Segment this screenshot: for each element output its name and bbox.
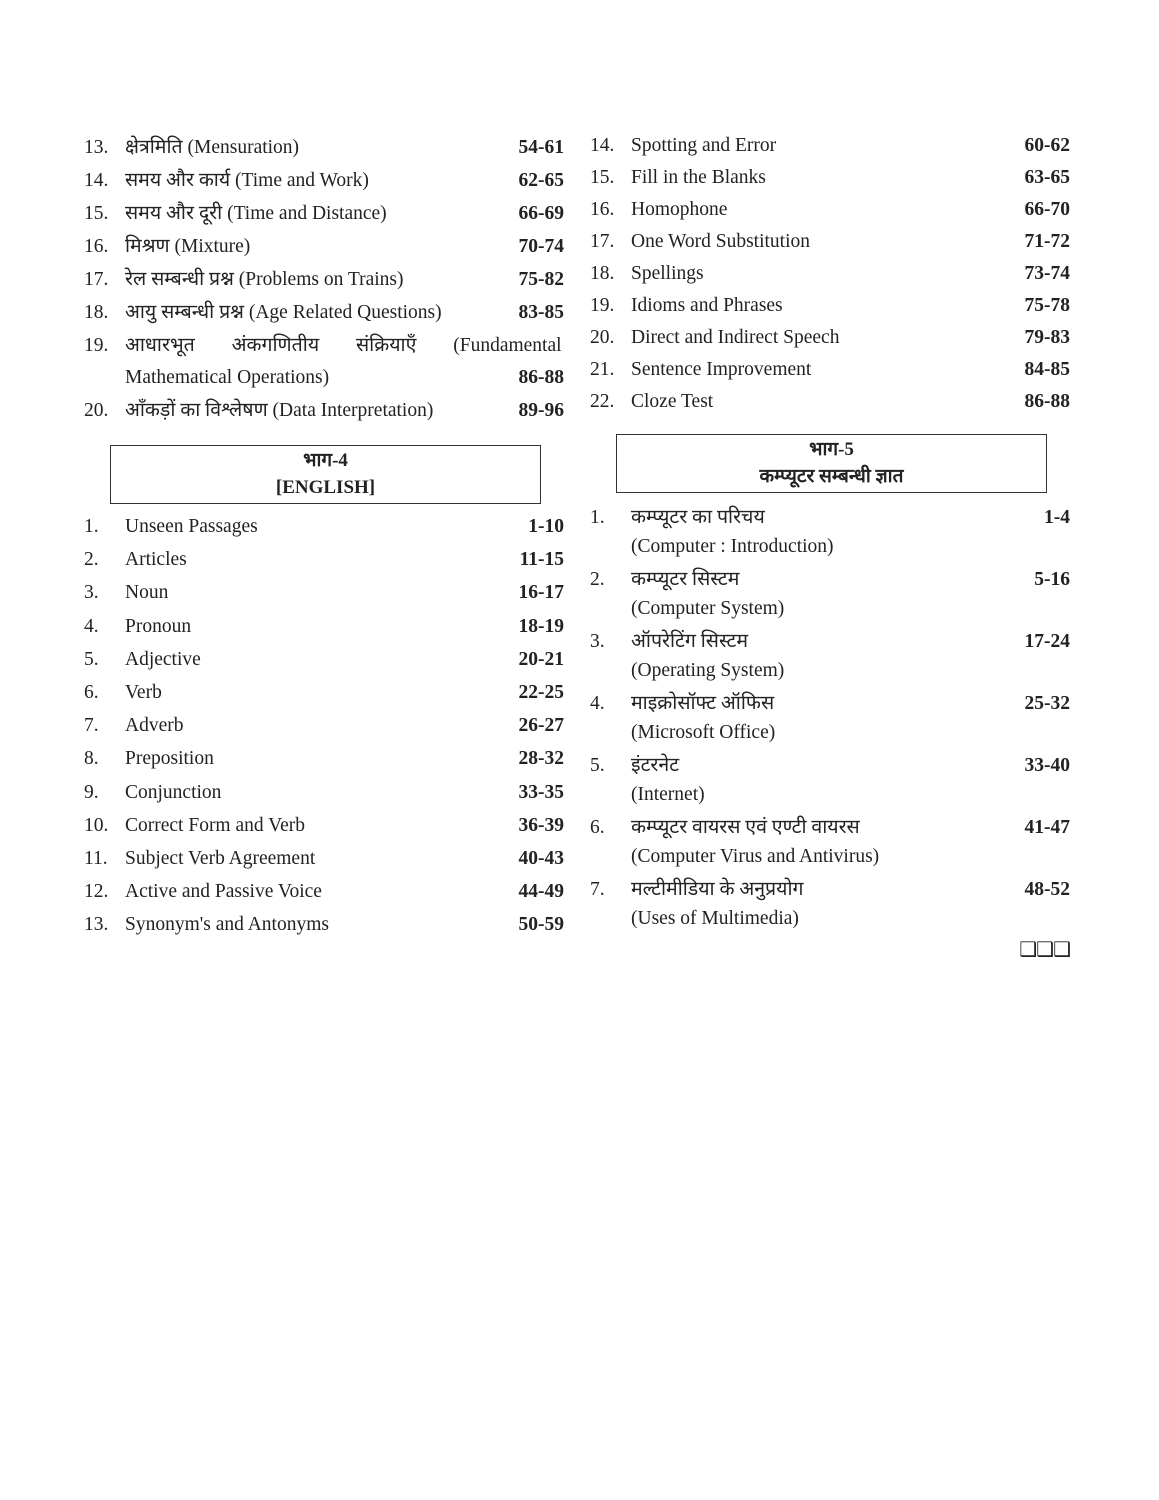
entry-number: 21. — [590, 359, 615, 380]
entry-pages: 22-25 — [518, 682, 564, 704]
toc-entry — [84, 543, 564, 576]
entry-number: 2. — [590, 569, 605, 590]
computer-contents-list — [590, 503, 1070, 933]
toc-entry — [84, 610, 564, 643]
entry-pages: 5-16 — [1034, 569, 1070, 590]
entry-number: 10. — [84, 814, 109, 836]
entry-pages: 40-43 — [518, 848, 564, 870]
entry-pages: 86-88 — [1024, 391, 1070, 412]
entry-title-row-2 — [125, 362, 564, 394]
toc-entry — [84, 296, 564, 329]
toc-entry-data-interpretation — [84, 394, 564, 427]
entry-title-english: (Computer System) — [631, 598, 785, 619]
entry-number: 16. — [590, 199, 615, 220]
entry-title-hindi: माइक्रोसॉफ्ट ऑफिस — [631, 693, 775, 714]
entry-title — [631, 751, 1010, 809]
entry-number: 6. — [590, 817, 605, 838]
part-4-label: भाग-4 — [303, 450, 348, 471]
entry-number: 19. — [84, 335, 109, 356]
entry-number: 5. — [84, 648, 99, 670]
entry-title: Adjective — [125, 648, 201, 670]
entry-title: Subject Verb Agreement — [125, 848, 316, 870]
entry-title-line-2: Mathematical Operations) — [125, 367, 330, 388]
entry-title: क्षेत्रमिति (Mensuration) — [125, 137, 300, 158]
entry-title-hindi: इंटरनेट — [631, 755, 680, 776]
entry-pages: 18-19 — [518, 615, 564, 637]
entry-number: 22. — [590, 391, 615, 412]
entry-number: 16. — [84, 236, 109, 257]
toc-entry — [84, 197, 564, 230]
toc-entry — [590, 258, 1070, 290]
entry-pages: 86-88 — [518, 367, 564, 388]
entry-title-english: (Internet) — [631, 784, 705, 805]
entry-number: 12. — [84, 881, 109, 903]
entry-title-line-1: आधारभूत अंकगणितीय संक्रियाएँ (Fundamental — [125, 335, 562, 356]
toc-entry — [84, 809, 564, 842]
entry-pages: 75-78 — [1024, 295, 1070, 316]
entry-title: Homophone — [631, 199, 728, 220]
entry-pages: 60-62 — [1024, 135, 1070, 156]
entry-number: 5. — [590, 755, 605, 776]
entry-title: आयु सम्बन्धी प्रश्न (Age Related Questions) — [125, 302, 442, 323]
entry-title: Sentence Improvement — [631, 359, 812, 380]
entry-pages: 28-32 — [518, 748, 564, 770]
toc-entry — [84, 676, 564, 709]
toc-entry-two-line — [590, 627, 1070, 685]
entry-number: 14. — [590, 135, 615, 156]
entry-title: Idioms and Phrases — [631, 295, 783, 316]
entry-pages: 83-85 — [518, 302, 564, 323]
entry-pages: 41-47 — [1024, 817, 1070, 838]
part-5-label: भाग-5 — [809, 439, 854, 460]
entry-pages: 75-82 — [518, 269, 564, 290]
entry-pages: 54-61 — [518, 137, 564, 158]
entry-title-english: (Operating System) — [631, 660, 785, 681]
english-contents-list — [84, 510, 564, 942]
entry-number: 20. — [84, 400, 109, 421]
entry-title: Direct and Indirect Speech — [631, 327, 840, 348]
entry-pages: 73-74 — [1024, 263, 1070, 284]
toc-entry-two-line — [590, 813, 1070, 871]
entry-pages: 25-32 — [1024, 693, 1070, 714]
entry-number: 17. — [84, 269, 109, 290]
part-5-subject: कम्प्यूटर सम्बन्धी ज्ञात — [759, 466, 904, 487]
entry-title: Spotting and Error — [631, 135, 777, 156]
entry-title-hindi: कम्प्यूटर सिस्टम — [631, 569, 740, 590]
toc-entry-two-line — [590, 875, 1070, 933]
toc-entry-fundamental-operations — [84, 329, 564, 394]
toc-entry — [84, 776, 564, 809]
entry-title: रेल सम्बन्धी प्रश्न (Problems on Trains) — [125, 269, 404, 290]
entry-pages: 11-15 — [519, 549, 564, 571]
toc-entry-two-line — [590, 751, 1070, 809]
entry-number: 9. — [84, 781, 99, 803]
maths-contents-list — [84, 131, 564, 329]
entry-pages: 70-74 — [518, 236, 564, 257]
entry-pages: 84-85 — [1024, 359, 1070, 380]
entry-number: 4. — [590, 693, 605, 714]
entry-title: Verb — [125, 682, 162, 704]
entry-pages: 89-96 — [518, 400, 564, 421]
entry-pages: 79-83 — [1024, 327, 1070, 348]
entry-pages: 71-72 — [1024, 231, 1070, 252]
entry-number: 20. — [590, 327, 615, 348]
entry-title: मिश्रण (Mixture) — [125, 236, 251, 257]
entry-pages: 16-17 — [518, 582, 564, 604]
entry-title: Cloze Test — [631, 391, 714, 412]
toc-entry — [84, 709, 564, 742]
right-column — [590, 131, 1070, 962]
entry-title-english: (Computer : Introduction) — [631, 536, 834, 557]
entry-number: 15. — [590, 167, 615, 188]
entry-number: 18. — [590, 263, 615, 284]
entry-title: Spellings — [631, 263, 704, 284]
toc-entry — [84, 643, 564, 676]
entry-pages: 50-59 — [518, 914, 564, 936]
toc-entry — [84, 875, 564, 908]
entry-number: 8. — [84, 748, 99, 770]
entry-pages: 33-35 — [518, 781, 564, 803]
entry-title: Fill in the Blanks — [631, 167, 766, 188]
entry-title: Active and Passive Voice — [125, 881, 322, 903]
entry-title — [631, 689, 1010, 747]
toc-entry — [84, 230, 564, 263]
entry-number: 7. — [84, 715, 99, 737]
entry-number: 3. — [590, 631, 605, 652]
entry-number: 15. — [84, 203, 109, 224]
entry-number: 18. — [84, 302, 109, 323]
entry-pages: 1-4 — [1044, 507, 1070, 528]
toc-entry — [84, 131, 564, 164]
entry-title: Correct Form and Verb — [125, 814, 305, 836]
toc-entry — [84, 842, 564, 875]
toc-entry — [84, 908, 564, 941]
entry-number: 19. — [590, 295, 615, 316]
entry-title: समय और दूरी (Time and Distance) — [125, 203, 387, 224]
part-4-subject: [ENGLISH] — [275, 477, 376, 498]
entry-number: 2. — [84, 549, 99, 571]
entry-title: Conjunction — [125, 781, 222, 803]
toc-entry — [590, 386, 1070, 418]
toc-entry — [590, 194, 1070, 226]
entry-title: Synonym's and Antonyms — [125, 914, 329, 936]
entry-number: 1. — [590, 507, 605, 528]
entry-number: 13. — [84, 914, 109, 936]
english-contents-list-continued — [590, 130, 1070, 418]
toc-entry — [84, 164, 564, 197]
entry-title: Adverb — [125, 715, 184, 737]
entry-pages: 44-49 — [518, 881, 564, 903]
entry-pages: 33-40 — [1024, 755, 1070, 776]
part-5-heading-box — [616, 434, 1047, 493]
entry-title-hindi: ऑपरेटिंग सिस्टम — [631, 631, 749, 652]
entry-title: One Word Substitution — [631, 231, 810, 252]
entry-title: Preposition — [125, 748, 214, 770]
entry-number: 17. — [590, 231, 615, 252]
entry-number: 1. — [84, 516, 99, 537]
toc-entry-two-line — [590, 565, 1070, 623]
entry-pages: 66-69 — [518, 203, 564, 224]
toc-entry — [590, 322, 1070, 354]
toc-entry — [590, 290, 1070, 322]
entry-pages: 36-39 — [518, 814, 564, 836]
entry-number: 7. — [590, 879, 605, 900]
entry-number: 14. — [84, 170, 109, 191]
entry-pages: 17-24 — [1024, 631, 1070, 652]
toc-entry — [590, 226, 1070, 258]
entry-pages: 1-10 — [528, 516, 564, 537]
entry-pages: 26-27 — [518, 715, 564, 737]
entry-title — [631, 503, 1010, 561]
toc-entry-two-line — [590, 503, 1070, 561]
entry-title — [631, 627, 1010, 685]
entry-title-english: (Computer Virus and Antivirus) — [631, 846, 880, 867]
entry-title: Pronoun — [125, 615, 192, 637]
entry-number: 13. — [84, 137, 109, 158]
left-column — [84, 131, 564, 942]
entry-title — [125, 330, 564, 394]
entry-title-hindi: मल्टीमीडिया के अनुप्रयोग — [631, 879, 804, 900]
toc-entry — [84, 742, 564, 775]
entry-pages: 48-52 — [1024, 879, 1070, 900]
entry-title: Noun — [125, 582, 169, 604]
entry-title-hindi: कम्प्यूटर वायरस एवं एण्टी वायरस — [631, 817, 860, 838]
part-4-heading-box — [110, 445, 541, 504]
toc-entry — [590, 162, 1070, 194]
entry-title — [631, 875, 1010, 933]
entry-number: 4. — [84, 615, 99, 637]
toc-entry-two-line — [590, 689, 1070, 747]
toc-entry — [590, 354, 1070, 386]
entry-title — [631, 813, 1010, 871]
entry-title: आँकड़ों का विश्लेषण (Data Interpretation) — [125, 400, 434, 421]
toc-entry — [84, 510, 564, 543]
toc-entry — [84, 263, 564, 296]
entry-pages: 62-65 — [518, 170, 564, 191]
entry-pages: 63-65 — [1024, 167, 1070, 188]
entry-title — [631, 565, 1010, 623]
entry-number: 11. — [84, 848, 108, 870]
entry-number: 3. — [84, 582, 99, 604]
entry-title: Unseen Passages — [125, 516, 258, 537]
entry-title: Articles — [125, 549, 187, 571]
entry-number: 6. — [84, 682, 99, 704]
toc-entry — [590, 130, 1070, 162]
entry-title: समय और कार्य (Time and Work) — [125, 170, 369, 191]
end-of-section-marker: ❑❑❑ — [1019, 939, 1070, 961]
entry-pages: 66-70 — [1024, 199, 1070, 220]
entry-title-english: (Uses of Multimedia) — [631, 908, 799, 929]
entry-title-english: (Microsoft Office) — [631, 722, 776, 743]
toc-entry — [84, 576, 564, 609]
entry-title-hindi: कम्प्यूटर का परिचय — [631, 507, 765, 528]
entry-pages: 20-21 — [518, 648, 564, 670]
